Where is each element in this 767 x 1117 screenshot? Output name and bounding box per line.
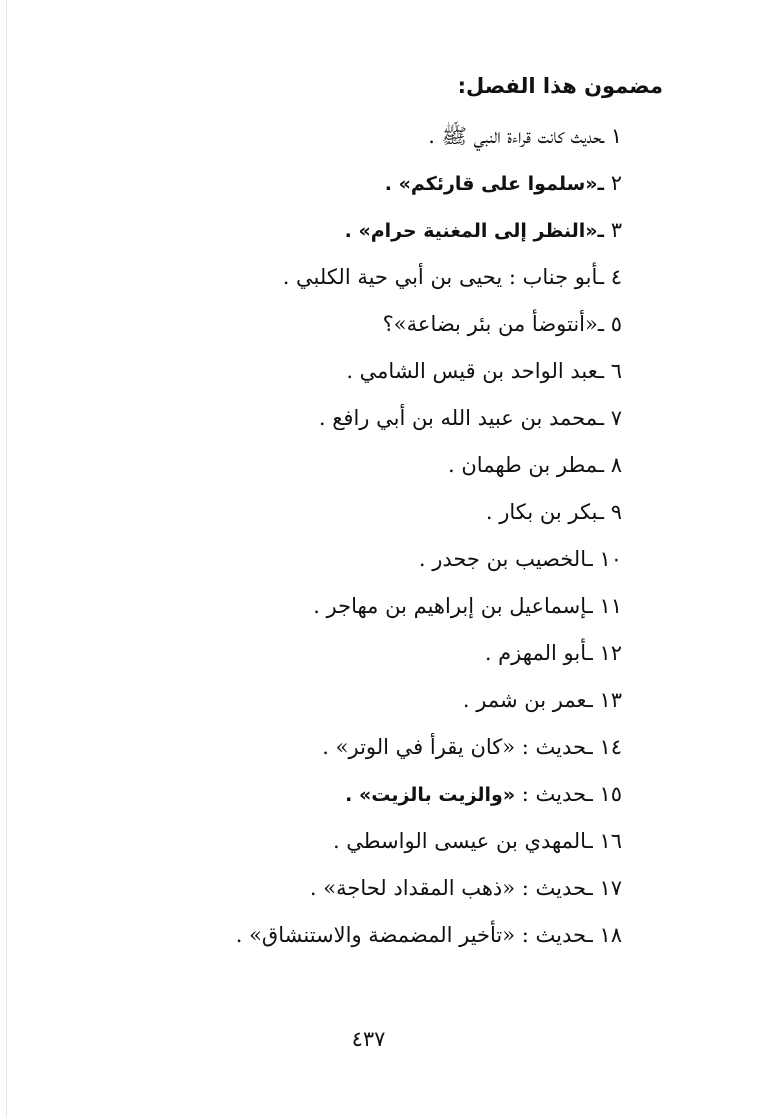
item-text: ـمطر بن طهمان . bbox=[448, 453, 605, 477]
item-text: ـحديث : «كان يقرأ في الوتر» . bbox=[322, 735, 593, 759]
item-number: ١٦ bbox=[599, 829, 622, 853]
item-text: ـ«النظر إلى المغنية حرام» . bbox=[344, 220, 605, 242]
item-number: ٨ bbox=[610, 453, 622, 477]
item-number: ١٥ bbox=[599, 782, 622, 806]
item-text: ـحديث كانت قراءة النبي ﷺ . bbox=[428, 124, 605, 148]
item-text: ـإسماعيل بن إبراهيم بن مهاجر . bbox=[313, 594, 593, 618]
list-item bbox=[236, 728, 622, 775]
list-item bbox=[236, 681, 622, 728]
item-text: ـعبد الواحد بن قيس الشامي . bbox=[346, 359, 605, 383]
list-item bbox=[236, 822, 622, 869]
item-number: ١٢ bbox=[599, 641, 622, 665]
list-item bbox=[236, 446, 622, 493]
list-item bbox=[236, 258, 622, 305]
item-text: ـحديث : «تأخير المضمضة والاستنشاق» . bbox=[235, 923, 593, 947]
page-number: ٤٣٧ bbox=[351, 1027, 386, 1051]
item-text: ـأبو المهزم . bbox=[484, 641, 593, 665]
list-item bbox=[236, 305, 622, 352]
list-item bbox=[236, 399, 622, 446]
item-prefix: ـحديث : bbox=[515, 782, 593, 806]
scan-edge-line bbox=[6, 0, 7, 1117]
item-number: ١١ bbox=[599, 594, 622, 618]
list-item bbox=[236, 164, 622, 211]
item-text: ـ«سلموا على قارئكم» . bbox=[384, 173, 605, 195]
list-item bbox=[236, 117, 622, 164]
item-number: ١ bbox=[610, 124, 622, 148]
list-item bbox=[236, 869, 622, 916]
item-text: ـأبو جناب : يحيى بن أبي حية الكلبي . bbox=[282, 265, 605, 289]
item-number: ١٣ bbox=[599, 688, 622, 712]
list-item bbox=[236, 540, 622, 587]
item-number: ١٨ bbox=[599, 923, 622, 947]
item-text: ـحديث : «ذهب المقداد لحاجة» . bbox=[309, 876, 593, 900]
list-item bbox=[236, 916, 622, 963]
item-number: ١٤ bbox=[599, 735, 622, 759]
item-number: ٧ bbox=[610, 406, 622, 430]
list-item bbox=[236, 775, 622, 822]
item-number: ١٠ bbox=[599, 547, 622, 571]
list-item bbox=[236, 634, 622, 681]
item-text: ـالخصيب بن جحدر . bbox=[418, 547, 593, 571]
item-number: ٤ bbox=[610, 265, 622, 289]
item-text: ـمحمد بن عبيد الله بن أبي رافع . bbox=[318, 406, 605, 430]
chapter-contents-heading: مضمون هذا الفصل: bbox=[457, 74, 663, 98]
list-item bbox=[236, 587, 622, 634]
item-number: ٦ bbox=[610, 359, 622, 383]
item-number: ٥ bbox=[610, 312, 622, 336]
item-number: ٩ bbox=[610, 500, 622, 524]
item-number: ٢ bbox=[610, 171, 622, 195]
list-item bbox=[236, 211, 622, 258]
list-item bbox=[236, 493, 622, 540]
item-text: ـبكر بن بكار . bbox=[485, 500, 605, 524]
item-text: «والزيت بالزيت» . bbox=[345, 784, 516, 806]
item-text: ـعمر بن شمر . bbox=[462, 688, 593, 712]
item-text: ـ«أنتوضأ من بئر بضاعة»؟ bbox=[382, 312, 605, 336]
item-number: ٣ bbox=[610, 218, 622, 242]
item-number: ١٧ bbox=[599, 876, 622, 900]
contents-list bbox=[236, 117, 622, 963]
list-item bbox=[236, 352, 622, 399]
item-text: ـالمهدي بن عيسى الواسطي . bbox=[332, 829, 593, 853]
